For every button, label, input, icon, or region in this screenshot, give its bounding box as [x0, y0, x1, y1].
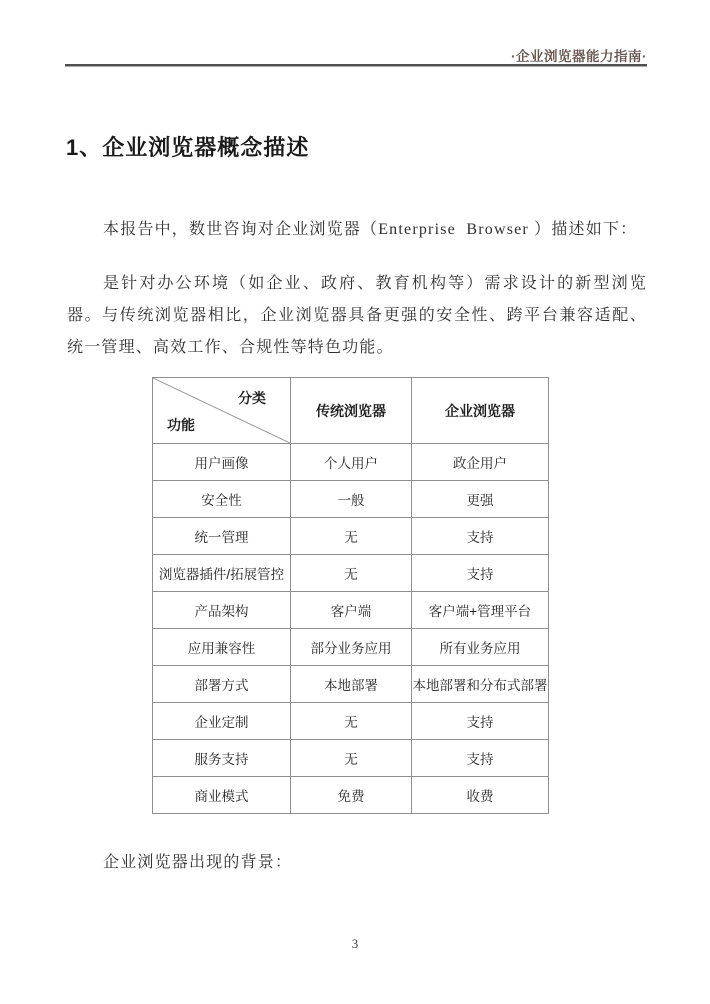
table-row — [153, 740, 549, 777]
enterprise-cell: 支持 — [412, 740, 549, 777]
table-row — [153, 518, 549, 555]
feature-cell: 用户画像 — [153, 444, 291, 481]
feature-cell: 商业模式 — [153, 777, 291, 814]
header-divider-rule — [65, 64, 647, 66]
table-row — [153, 703, 549, 740]
traditional-cell: 部分业务应用 — [291, 629, 412, 666]
traditional-cell: 无 — [291, 703, 412, 740]
feature-cell: 企业定制 — [153, 703, 291, 740]
column-header-traditional-browser: 传统浏览器 — [291, 378, 412, 444]
table-header-row — [153, 378, 549, 444]
running-header: ·企业浏览器能力指南· — [511, 49, 647, 64]
table-row — [153, 444, 549, 481]
traditional-cell: 无 — [291, 740, 412, 777]
traditional-cell: 无 — [291, 555, 412, 592]
enterprise-cell: 政企用户 — [412, 444, 549, 481]
traditional-cell: 个人用户 — [291, 444, 412, 481]
enterprise-cell: 更强 — [412, 481, 549, 518]
paragraph-description: 是针对办公环境（如企业、政府、教育机构等）需求设计的新型浏览器。与传统浏览器相比，企业浏览器具备更强的安全性、跨平台兼容适配、统一管理、高效工作、合规性等特色功能。 — [67, 275, 647, 356]
traditional-cell: 免费 — [291, 777, 412, 814]
feature-cell: 统一管理 — [153, 518, 291, 555]
corner-label-function: 功能 — [167, 417, 195, 433]
page-number: 3 — [351, 936, 359, 951]
feature-cell: 安全性 — [153, 481, 291, 518]
enterprise-cell: 收费 — [412, 777, 549, 814]
table-row — [153, 629, 549, 666]
column-header-enterprise-browser: 企业浏览器 — [412, 378, 549, 444]
table-corner-cell — [153, 378, 291, 444]
enterprise-cell: 所有业务应用 — [412, 629, 549, 666]
section-title: 1、企业浏览器概念描述 — [66, 135, 310, 160]
traditional-cell: 一般 — [291, 481, 412, 518]
feature-cell: 浏览器插件/拓展管控 — [153, 555, 291, 592]
feature-cell: 产品架构 — [153, 592, 291, 629]
traditional-cell: 无 — [291, 518, 412, 555]
traditional-cell: 客户端 — [291, 592, 412, 629]
table-row — [153, 592, 549, 629]
feature-cell: 部署方式 — [153, 666, 291, 703]
enterprise-cell: 支持 — [412, 555, 549, 592]
enterprise-cell: 本地部署和分布式部署 — [412, 666, 549, 703]
comparison-table — [152, 377, 549, 814]
paragraph-intro: 本报告中，数世咨询对企业浏览器（Enterprise Browser ）描述如下： — [103, 221, 638, 238]
paragraph-background-lead: 企业浏览器出现的背景： — [103, 854, 293, 871]
traditional-cell: 本地部署 — [291, 666, 412, 703]
table-row — [153, 481, 549, 518]
feature-cell: 服务支持 — [153, 740, 291, 777]
feature-cell: 应用兼容性 — [153, 629, 291, 666]
corner-label-category: 分类 — [238, 390, 266, 406]
table-row — [153, 777, 549, 814]
enterprise-cell: 支持 — [412, 518, 549, 555]
table-row — [153, 666, 549, 703]
enterprise-cell: 支持 — [412, 703, 549, 740]
enterprise-cell: 客户端+管理平台 — [412, 592, 549, 629]
table-row — [153, 555, 549, 592]
